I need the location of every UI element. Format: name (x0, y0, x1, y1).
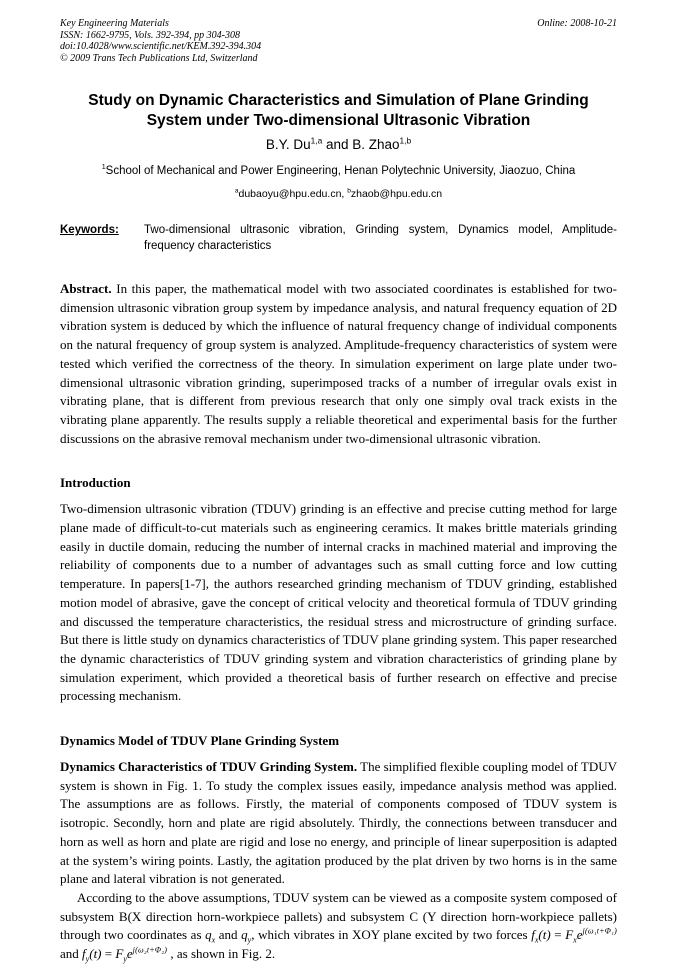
dynamics-paragraph-1-label: Dynamics Characteristics of TDUV Grinding System. (60, 759, 358, 775)
abstract-text: In this paper, the mathematical model with two associated coordinates is established for two-dimension ultrasonic vibration group system by impedance analysis, and natural frequency equation of 2D vibration system is deduced by which the influence of natural frequency change of individual components on the natural frequency of group system is analyzed. Amplitude-frequency characteristics of system were tested which verified the correctness of the theory. In simulation experiment on large plate under two-dimensional ultrasonic vibration grinding, superimposed tracks of a number of irregular ovals exist in vibrating plane, that is different from previous research that only one simply oval track exists in the vibrating plane apparently. The results supply a reliable theoretical and experimental basis for the further discussions on the abrasive removal mechanism under two-dimensional ultrasonic vibration. (60, 281, 617, 446)
section-heading-dynamics-model: Dynamics Model of TDUV Plane Grinding System (60, 733, 340, 749)
keywords-label: Keywords: (60, 224, 119, 236)
abstract-paragraph (60, 280, 617, 448)
keywords-text: Two-dimensional ultrasonic vibration, Grinding system, Dynamics model, Amplitude-frequency characteristics (144, 224, 617, 252)
dynamics-paragraph-1 (60, 758, 617, 889)
dynamics-paragraph-1-text: The simplified flexible coupling model of TDUV system is shown in Fig. 1. To study the complex issues easily, impedance analysis method was applied. The assumptions are as follows. Firstly, the material of components composed of TDUV system is isotropic. Secondly, horn and plate are rigid absolutely. Thirdly, the connections between transducer and horn as well as horn and plate are rigid and lose no energy, and principle of linear superposition is adapted at the system’s wiring points. Lastly, the agitation produced by the plat driven by two horns is in the same plane and lateral vibration is not generated. (60, 759, 617, 887)
paper-title: Study on Dynamic Characteristics and Simulation of Plane Grinding System under Two-dimensional Ultrasonic Vibration (88, 92, 589, 129)
online-date: Online: 2008-10-21 (537, 18, 617, 29)
journal-name: Key Engineering Materials (60, 18, 169, 29)
introduction-paragraph: Two-dimension ultrasonic vibration (TDUV) grinding is an effective and precise cutting method for large plane made of difficult-to-cut materials such as engineering ceramics. It makes brittle materials grinding easily in ductile domain, reducing the number of internal cracks in machined material and improving the reliability of components due to a number of advantages such as small cutting force and low cutting temperature. In papers[1-7], the authors researched grinding mechanism of TDUV grinding, established motion model of abrasive, gave the concept of critical velocity and theoretical formula of TDUV grinding and discussed the temperature characteristics, the residual stress and microstructure of grinding surface. But there is little study on dynamics characteristics of TDUV plane grinding system. This paper researched the dynamic characteristics of TDUV grinding system and vibration characteristics of grinding plane by simulation experiment, which provided a theoretical basis of further research on effective and precise processing mechanism. (60, 501, 617, 704)
journal-header (60, 18, 617, 64)
issn-line: ISSN: 1662-9795, Vols. 392-394, pp 304-308 (60, 29, 240, 41)
authors-line: B.Y. Du$^{1,a}$ and B. Zhao$^{1,b}$ (265, 135, 412, 152)
copyright-line: © 2009 Trans Tech Publications Ltd, Switzerland (60, 52, 258, 64)
affiliation: $^1$School of Mechanical and Power Engineering, Henan Polytechnic University, Jiaozuo, China (101, 163, 576, 177)
dynamics-paragraph-2: According to the above assumptions, TDUV system can be viewed as a composite system composed of subsystem B(X direction horn-workpiece pallets) and subsystem C (Y direction horn-workpiece pallets) through two coordinates as $q_x$ and $q_y$, which vibrates in XOY plane excited by two forces $f_x(t) = F_xe^{j(\omega_1t+\Phi_1)}$ and $f_y(t) = F_ye^{j(\omega_2t+\Phi_2)}$ , as shown in Fig. 2. (60, 889, 617, 964)
doi-line: doi:10.4028/www.scientific.net/KEM.392-394.304 (60, 41, 262, 52)
section-heading-introduction: Introduction (60, 475, 131, 491)
keywords-block (60, 223, 617, 254)
author-emails: $^a$dubaoyu@hpu.edu.cn, $^b$zhaob@hpu.edu.cn (234, 187, 443, 200)
journal-info (60, 18, 261, 64)
abstract-label: Abstract. (60, 281, 112, 296)
